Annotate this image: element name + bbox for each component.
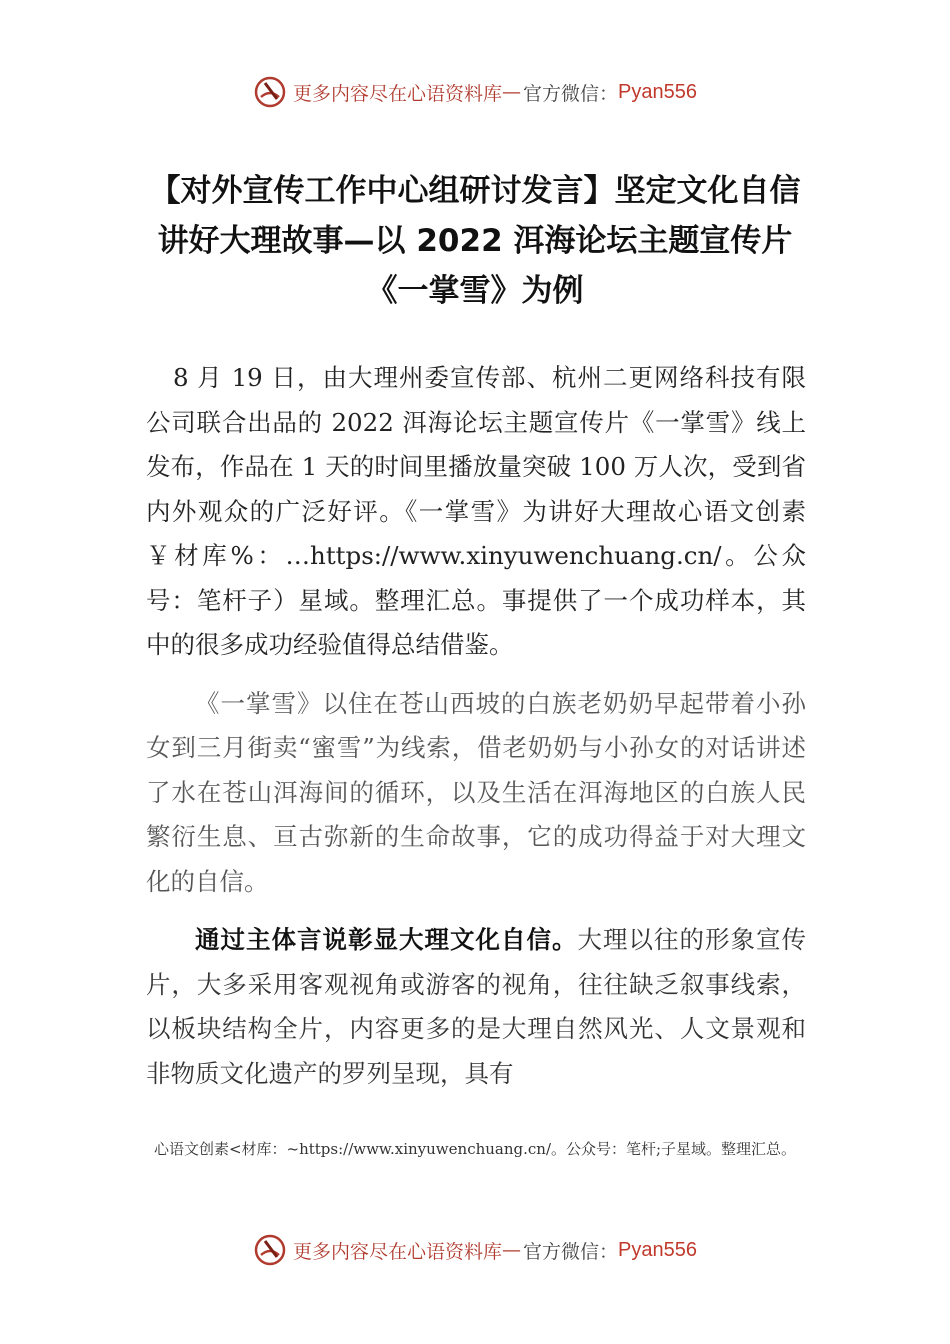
book-pen-logo-icon [253, 1233, 287, 1267]
banner-text: 更多内容尽在心语资料库 [293, 1240, 503, 1263]
paragraph-2: 《一掌雪》以住在苍山西坡的白族老奶奶早起带着小孙女到三月街卖“蜜雪”为线索，借老奶奶与小孙女的对话讲述了水在苍山洱海间的循环，以及生活在洱海地区的白族人民繁衍生息、亘古弥新的生命故事，它的成功得益于对大理文化的自信。 [146, 688, 806, 896]
banner-dash: — [502, 1239, 522, 1261]
header-banner [0, 70, 950, 114]
wechat-id: Pyan556 [618, 80, 697, 103]
document-title: 【对外宣传工作中心组研讨发言】坚定文化自信 讲好大理故事—以 2022 洱海论坛主题宣传片《一掌雪》为例 [149, 173, 801, 309]
footer-banner [0, 1228, 950, 1272]
wechat-label: 官方微信： [523, 82, 619, 105]
wechat-id: Pyan556 [618, 1238, 697, 1261]
wechat-label: 官方微信： [523, 1240, 619, 1263]
document-body [146, 356, 806, 1110]
banner-dash: — [502, 81, 522, 103]
book-pen-logo-icon [253, 75, 287, 109]
footer-note: 心语文创素<材库：~https://www.xinyuwenchuang.cn/。公众号：笔杆;子星域。整理汇总。 [153, 1140, 797, 1158]
paragraph-1: 8 月 19 日，由大理州委宣传部、杭州二更网络科技有限公司联合出品的 2022 洱海论坛主题宣传片《一掌雪》线上发布，作品在 1 天的时间里播放量突破 100 万人次，受到省内外观众的广泛好评。《一掌雪》为讲好大理故心语文创素￥材库%：…https://www.xinyuwenchuang.cn/。公众号：笔杆子）星域。整理汇总。事提供了一个成功样本，其中的很多成功经验值得总结借鉴。 [146, 363, 806, 659]
paragraph-3-lead: 通过主体言说彰显大理文化自信。 [195, 925, 578, 954]
paragraph-3 [146, 918, 806, 1096]
paragraph-3-text: 大理以往的形象宣传片，大多采用客观视角或游客的视角，往往缺乏叙事线索，以板块结构全片，内容更多的是大理自然风光、人文景观和非物质文化遗产的罗列呈现，具有 [146, 925, 806, 1088]
banner-text: 更多内容尽在心语资料库 [293, 82, 503, 105]
